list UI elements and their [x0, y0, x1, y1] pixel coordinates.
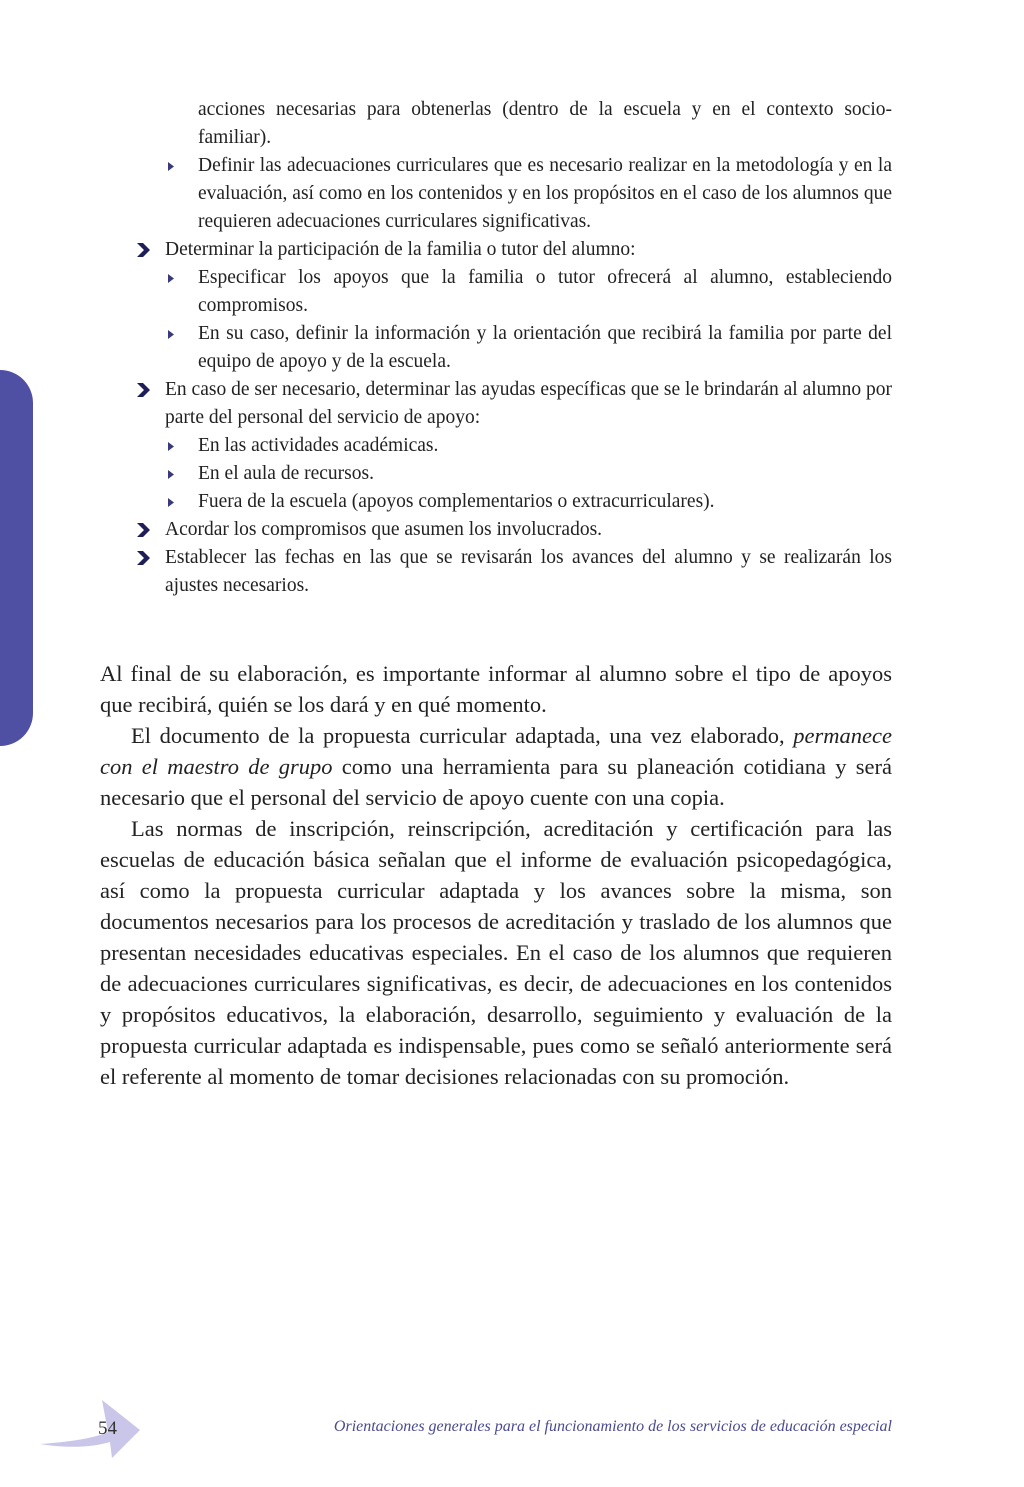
chevron-bullet-icon	[135, 382, 151, 398]
list-item-text: Fuera de la escuela (apoyos complementarios o extracurriculares).	[198, 491, 715, 512]
paragraph	[100, 720, 892, 813]
small-triangle-bullet-icon	[168, 498, 174, 507]
list-item	[165, 376, 892, 432]
list-item	[198, 96, 892, 152]
list-item	[165, 516, 892, 544]
list-item-text: En caso de ser necesario, determinar las ayudas específicas que se le brindarán al alumno por parte del personal del servicio de apoyo:	[165, 379, 892, 428]
list-item-text: Establecer las fechas en las que se revisarán los avances del alumno y se realizarán los ajustes necesarios.	[165, 547, 892, 596]
page-arrow-icon	[40, 1396, 140, 1458]
list-item-text: Acordar los compromisos que asumen los involucrados.	[165, 519, 603, 540]
list-item-text: En las actividades académicas.	[198, 435, 439, 456]
paragraph-text: El documento de la propuesta curricular adaptada, una vez elaborado,	[131, 723, 794, 748]
list-item-text: En el aula de recursos.	[198, 463, 374, 484]
list-item-text: Especificar los apoyos que la familia o tutor ofrecerá al alumno, estableciendo compromisos.	[198, 267, 892, 316]
small-triangle-bullet-icon	[168, 330, 174, 339]
chevron-bullet-icon	[135, 522, 151, 538]
list-item	[198, 264, 892, 320]
bullet-list	[0, 96, 1024, 600]
list-item	[198, 320, 892, 376]
list-item-text: En su caso, definir la información y la orientación que recibirá la familia por parte del equipo de apoyo y de la escuela.	[198, 323, 892, 372]
small-triangle-bullet-icon	[168, 162, 174, 171]
page-number: 54	[98, 1418, 117, 1439]
paragraph: Las normas de inscripción, reinscripción, acreditación y certificación para las escuelas de educación básica señalan que el informe de evaluación psicopedagógica, así como la propuesta curricular adaptada y los avances sobre la misma, son documentos necesarios para los procesos de acreditación y traslado de los alumnos que presentan necesidades educativas especiales. En el caso de los alumnos que requieren de adecuaciones curriculares significativas, es decir, de adecuaciones en los contenidos y propósitos educativos, la elaboración, desarrollo, seguimiento y evaluación de la propuesta curricular adaptada es indispensable, pues como se señaló anteriormente será el referente al momento de tomar decisiones relacionadas con su promoción.	[100, 816, 892, 1089]
small-triangle-bullet-icon	[168, 274, 174, 283]
list-item	[165, 544, 892, 600]
list-item-text: acciones necesarias para obtenerlas (dentro de la escuela y en el contexto socio-familiar).	[198, 99, 892, 148]
list-item	[165, 236, 892, 264]
list-item	[198, 460, 892, 488]
list-item	[198, 152, 892, 236]
paragraph: Al final de su elaboración, es importante informar al alumno sobre el tipo de apoyos que recibirá, quién se los dará y en qué momento.	[100, 661, 892, 717]
list-item-text: Definir las adecuaciones curriculares que es necesario realizar en la metodología y en la evaluación, así como en los contenidos y en los propósitos en el caso de los alumnos que requieren adecuaciones curriculares significativas.	[198, 155, 892, 232]
list-item-text: Determinar la participación de la familia o tutor del alumno:	[165, 239, 636, 260]
small-triangle-bullet-icon	[168, 470, 174, 479]
paragraph-text: como una herramienta para su planeación cotidiana y será necesario que el personal del servicio de apoyo cuente con una copia.	[100, 754, 893, 810]
emphasis-text: permanece con el maestro de grupo	[100, 723, 892, 779]
list-item	[198, 432, 892, 460]
body-text	[100, 658, 892, 1092]
list-item	[198, 488, 892, 516]
chevron-bullet-icon	[135, 242, 151, 258]
small-triangle-bullet-icon	[168, 442, 174, 451]
running-title: Orientaciones generales para el funcionamiento de los servicios de educación especial	[333, 1418, 892, 1435]
chevron-bullet-icon	[135, 550, 151, 566]
